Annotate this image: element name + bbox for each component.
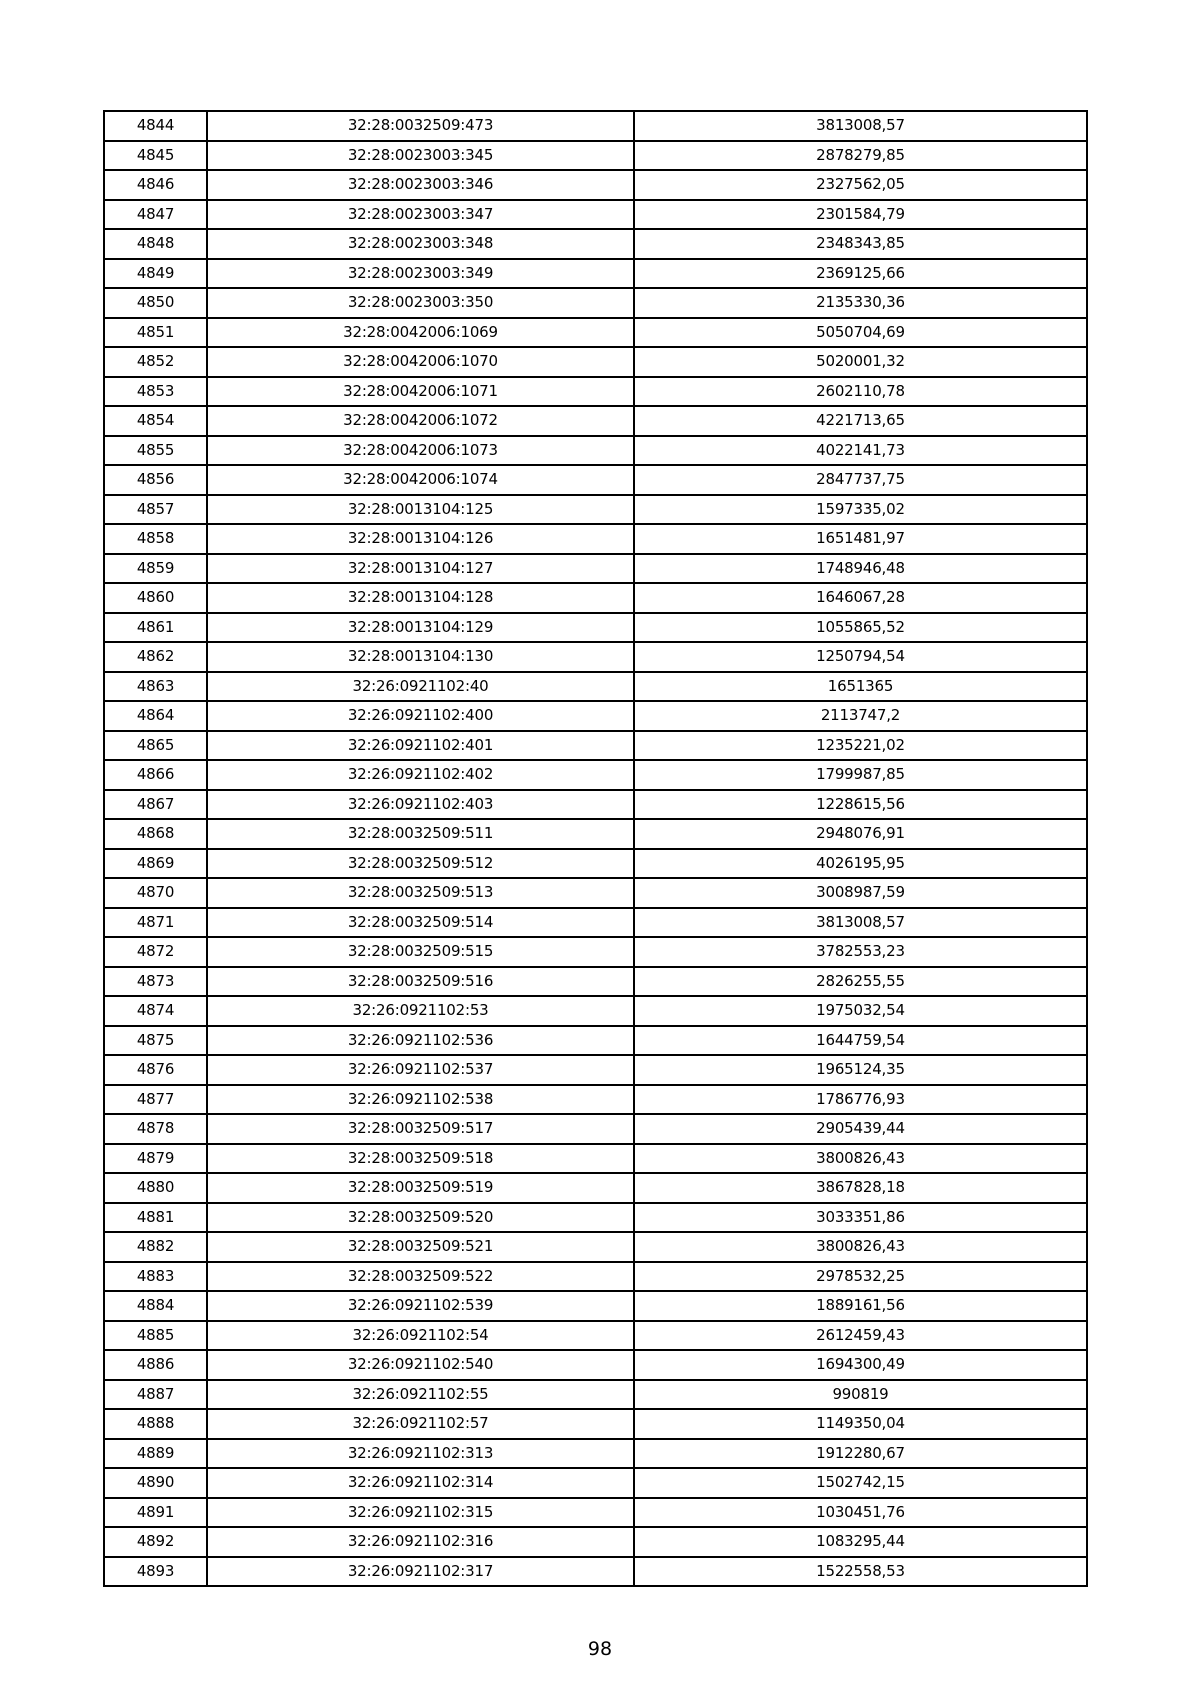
cadastral-value-cell: 2826255,55 — [634, 967, 1087, 997]
cadastral-value-cell: 1644759,54 — [634, 1026, 1087, 1056]
row-number-cell: 4846 — [104, 170, 207, 200]
table-row — [104, 170, 1087, 200]
table-row — [104, 1114, 1087, 1144]
table-row — [104, 937, 1087, 967]
cadastral-value-cell: 1502742,15 — [634, 1468, 1087, 1498]
table-row — [104, 377, 1087, 407]
cadastral-value-cell: 1748946,48 — [634, 554, 1087, 584]
table-row — [104, 288, 1087, 318]
cadastral-value-cell: 1235221,02 — [634, 731, 1087, 761]
row-number-cell: 4857 — [104, 495, 207, 525]
cadastral-value-cell: 2847737,75 — [634, 465, 1087, 495]
table-row — [104, 1498, 1087, 1528]
cadastral-number-cell: 32:28:0042006:1069 — [207, 318, 634, 348]
cadastral-number-cell: 32:26:0921102:54 — [207, 1321, 634, 1351]
cadastral-value-cell: 1083295,44 — [634, 1527, 1087, 1557]
row-number-cell: 4871 — [104, 908, 207, 938]
cadastral-number-cell: 32:28:0013104:130 — [207, 642, 634, 672]
cadastral-number-cell: 32:28:0042006:1071 — [207, 377, 634, 407]
cadastral-value-cell: 2612459,43 — [634, 1321, 1087, 1351]
cadastral-value-cell: 1522558,53 — [634, 1557, 1087, 1587]
page-number: 98 — [587, 1638, 613, 1660]
cadastral-number-cell: 32:26:0921102:538 — [207, 1085, 634, 1115]
cadastral-number-cell: 32:26:0921102:537 — [207, 1055, 634, 1085]
cadastral-value-cell: 2948076,91 — [634, 819, 1087, 849]
cadastral-number-cell: 32:28:0032509:520 — [207, 1203, 634, 1233]
cadastral-value-cell: 1694300,49 — [634, 1350, 1087, 1380]
cadastral-number-cell: 32:28:0032509:522 — [207, 1262, 634, 1292]
cadastral-value-cell: 3033351,86 — [634, 1203, 1087, 1233]
row-number-cell: 4872 — [104, 937, 207, 967]
cadastral-value-cell: 2327562,05 — [634, 170, 1087, 200]
row-number-cell: 4863 — [104, 672, 207, 702]
table-row — [104, 465, 1087, 495]
cadastral-number-cell: 32:28:0023003:347 — [207, 200, 634, 230]
table-row — [104, 495, 1087, 525]
table-row — [104, 1439, 1087, 1469]
table-row — [104, 1262, 1087, 1292]
row-number-cell: 4885 — [104, 1321, 207, 1351]
row-number-cell: 4881 — [104, 1203, 207, 1233]
table-row — [104, 1557, 1087, 1587]
table-row — [104, 259, 1087, 289]
row-number-cell: 4844 — [104, 111, 207, 141]
cadastral-number-cell: 32:28:0032509:517 — [207, 1114, 634, 1144]
cadastral-number-cell: 32:28:0032509:516 — [207, 967, 634, 997]
cadastral-value-cell: 4221713,65 — [634, 406, 1087, 436]
row-number-cell: 4883 — [104, 1262, 207, 1292]
table-row — [104, 1232, 1087, 1262]
row-number-cell: 4853 — [104, 377, 207, 407]
cadastral-value-cell: 1149350,04 — [634, 1409, 1087, 1439]
cadastral-value-cell: 990819 — [634, 1380, 1087, 1410]
row-number-cell: 4859 — [104, 554, 207, 584]
row-number-cell: 4850 — [104, 288, 207, 318]
row-number-cell: 4851 — [104, 318, 207, 348]
row-number-cell: 4856 — [104, 465, 207, 495]
cadastral-number-cell: 32:26:0921102:316 — [207, 1527, 634, 1557]
cadastral-value-cell: 4022141,73 — [634, 436, 1087, 466]
cadastral-number-cell: 32:28:0032509:515 — [207, 937, 634, 967]
table-row — [104, 1203, 1087, 1233]
cadastral-value-cell: 3813008,57 — [634, 111, 1087, 141]
row-number-cell: 4870 — [104, 878, 207, 908]
cadastral-number-cell: 32:26:0921102:57 — [207, 1409, 634, 1439]
cadastral-value-cell: 3800826,43 — [634, 1232, 1087, 1262]
row-number-cell: 4867 — [104, 790, 207, 820]
row-number-cell: 4854 — [104, 406, 207, 436]
row-number-cell: 4888 — [104, 1409, 207, 1439]
table-row — [104, 1291, 1087, 1321]
row-number-cell: 4847 — [104, 200, 207, 230]
table-row — [104, 1055, 1087, 1085]
table-row — [104, 731, 1087, 761]
table-row — [104, 878, 1087, 908]
cadastral-value-cell: 1799987,85 — [634, 760, 1087, 790]
cadastral-number-cell: 32:28:0013104:129 — [207, 613, 634, 643]
row-number-cell: 4890 — [104, 1468, 207, 1498]
cadastral-value-cell: 1597335,02 — [634, 495, 1087, 525]
cadastral-value-cell: 5020001,32 — [634, 347, 1087, 377]
cadastral-number-cell: 32:26:0921102:314 — [207, 1468, 634, 1498]
cadastral-value-cell: 1786776,93 — [634, 1085, 1087, 1115]
table-row — [104, 347, 1087, 377]
cadastral-number-cell: 32:28:0023003:350 — [207, 288, 634, 318]
cadastral-number-cell: 32:26:0921102:536 — [207, 1026, 634, 1056]
cadastral-value-cell: 1975032,54 — [634, 996, 1087, 1026]
cadastral-value-cell: 3867828,18 — [634, 1173, 1087, 1203]
table-row — [104, 849, 1087, 879]
cadastral-value-cell: 3008987,59 — [634, 878, 1087, 908]
table-row — [104, 1409, 1087, 1439]
cadastral-number-cell: 32:28:0032509:519 — [207, 1173, 634, 1203]
cadastral-number-cell: 32:28:0032509:521 — [207, 1232, 634, 1262]
cadastral-value-cell: 2301584,79 — [634, 200, 1087, 230]
cadastral-number-cell: 32:26:0921102:317 — [207, 1557, 634, 1587]
table-row — [104, 967, 1087, 997]
row-number-cell: 4892 — [104, 1527, 207, 1557]
cadastral-value-cell: 2602110,78 — [634, 377, 1087, 407]
row-number-cell: 4852 — [104, 347, 207, 377]
cadastral-value-cell: 1965124,35 — [634, 1055, 1087, 1085]
table-row — [104, 1468, 1087, 1498]
cadastral-value-cell: 1030451,76 — [634, 1498, 1087, 1528]
row-number-cell: 4875 — [104, 1026, 207, 1056]
cadastral-number-cell: 32:28:0042006:1072 — [207, 406, 634, 436]
row-number-cell: 4879 — [104, 1144, 207, 1174]
table-row — [104, 1321, 1087, 1351]
cadastral-number-cell: 32:26:0921102:400 — [207, 701, 634, 731]
cadastral-value-cell: 2135330,36 — [634, 288, 1087, 318]
cadastral-number-cell: 32:28:0013104:125 — [207, 495, 634, 525]
row-number-cell: 4855 — [104, 436, 207, 466]
row-number-cell: 4887 — [104, 1380, 207, 1410]
row-number-cell: 4889 — [104, 1439, 207, 1469]
cadastral-number-cell: 32:26:0921102:55 — [207, 1380, 634, 1410]
table-row — [104, 141, 1087, 171]
table-row — [104, 583, 1087, 613]
cadastral-value-cell: 2113747,2 — [634, 701, 1087, 731]
cadastral-number-cell: 32:26:0921102:401 — [207, 731, 634, 761]
row-number-cell: 4860 — [104, 583, 207, 613]
cadastral-number-cell: 32:28:0032509:473 — [207, 111, 634, 141]
cadastral-number-cell: 32:28:0032509:514 — [207, 908, 634, 938]
cadastral-number-cell: 32:28:0013104:128 — [207, 583, 634, 613]
table-row — [104, 1173, 1087, 1203]
table-row — [104, 524, 1087, 554]
cadastral-value-cell: 2369125,66 — [634, 259, 1087, 289]
row-number-cell: 4878 — [104, 1114, 207, 1144]
cadastral-number-cell: 32:28:0032509:513 — [207, 878, 634, 908]
row-number-cell: 4864 — [104, 701, 207, 731]
row-number-cell: 4876 — [104, 1055, 207, 1085]
table-row — [104, 1380, 1087, 1410]
cadastral-value-cell: 2878279,85 — [634, 141, 1087, 171]
table-row — [104, 406, 1087, 436]
cadastral-value-cell: 1651365 — [634, 672, 1087, 702]
row-number-cell: 4861 — [104, 613, 207, 643]
cadastral-value-cell: 3800826,43 — [634, 1144, 1087, 1174]
table-row — [104, 613, 1087, 643]
cadastral-value-cell: 2905439,44 — [634, 1114, 1087, 1144]
table-row — [104, 790, 1087, 820]
cadastral-value-cell: 1889161,56 — [634, 1291, 1087, 1321]
cadastral-value-table — [103, 110, 1088, 1587]
row-number-cell: 4880 — [104, 1173, 207, 1203]
cadastral-number-cell: 32:28:0032509:511 — [207, 819, 634, 849]
cadastral-number-cell: 32:26:0921102:403 — [207, 790, 634, 820]
cadastral-number-cell: 32:28:0013104:126 — [207, 524, 634, 554]
row-number-cell: 4865 — [104, 731, 207, 761]
row-number-cell: 4877 — [104, 1085, 207, 1115]
cadastral-value-cell: 1646067,28 — [634, 583, 1087, 613]
row-number-cell: 4882 — [104, 1232, 207, 1262]
cadastral-number-cell: 32:28:0032509:512 — [207, 849, 634, 879]
cadastral-value-cell: 5050704,69 — [634, 318, 1087, 348]
cadastral-number-cell: 32:28:0042006:1073 — [207, 436, 634, 466]
table-row — [104, 908, 1087, 938]
cadastral-number-cell: 32:28:0013104:127 — [207, 554, 634, 584]
cadastral-number-cell: 32:28:0042006:1074 — [207, 465, 634, 495]
row-number-cell: 4893 — [104, 1557, 207, 1587]
cadastral-number-cell: 32:28:0023003:345 — [207, 141, 634, 171]
table-row — [104, 200, 1087, 230]
row-number-cell: 4884 — [104, 1291, 207, 1321]
cadastral-number-cell: 32:26:0921102:315 — [207, 1498, 634, 1528]
table-row — [104, 1026, 1087, 1056]
cadastral-value-cell: 3813008,57 — [634, 908, 1087, 938]
row-number-cell: 4848 — [104, 229, 207, 259]
cadastral-value-cell: 4026195,95 — [634, 849, 1087, 879]
row-number-cell: 4858 — [104, 524, 207, 554]
table-row — [104, 318, 1087, 348]
row-number-cell: 4849 — [104, 259, 207, 289]
cadastral-value-cell: 1055865,52 — [634, 613, 1087, 643]
cadastral-number-cell: 32:26:0921102:53 — [207, 996, 634, 1026]
cadastral-value-cell: 1651481,97 — [634, 524, 1087, 554]
cadastral-number-cell: 32:28:0032509:518 — [207, 1144, 634, 1174]
cadastral-number-cell: 32:28:0023003:346 — [207, 170, 634, 200]
row-number-cell: 4873 — [104, 967, 207, 997]
row-number-cell: 4869 — [104, 849, 207, 879]
cadastral-number-cell: 32:26:0921102:540 — [207, 1350, 634, 1380]
row-number-cell: 4891 — [104, 1498, 207, 1528]
table-row — [104, 672, 1087, 702]
table-row — [104, 819, 1087, 849]
table-row — [104, 229, 1087, 259]
cadastral-value-cell: 2978532,25 — [634, 1262, 1087, 1292]
cadastral-value-cell: 1250794,54 — [634, 642, 1087, 672]
cadastral-number-cell: 32:28:0023003:348 — [207, 229, 634, 259]
row-number-cell: 4886 — [104, 1350, 207, 1380]
row-number-cell: 4862 — [104, 642, 207, 672]
row-number-cell: 4868 — [104, 819, 207, 849]
table-row — [104, 1085, 1087, 1115]
cadastral-value-cell: 3782553,23 — [634, 937, 1087, 967]
cadastral-number-cell: 32:28:0042006:1070 — [207, 347, 634, 377]
table-row — [104, 701, 1087, 731]
table-row — [104, 1527, 1087, 1557]
row-number-cell: 4845 — [104, 141, 207, 171]
cadastral-number-cell: 32:26:0921102:539 — [207, 1291, 634, 1321]
table-row — [104, 554, 1087, 584]
table-row — [104, 111, 1087, 141]
table-row — [104, 1350, 1087, 1380]
cadastral-number-cell: 32:26:0921102:402 — [207, 760, 634, 790]
cadastral-number-cell: 32:28:0023003:349 — [207, 259, 634, 289]
table-row — [104, 642, 1087, 672]
cadastral-number-cell: 32:26:0921102:313 — [207, 1439, 634, 1469]
cadastral-value-cell: 2348343,85 — [634, 229, 1087, 259]
cadastral-value-cell: 1228615,56 — [634, 790, 1087, 820]
row-number-cell: 4866 — [104, 760, 207, 790]
cadastral-number-cell: 32:26:0921102:40 — [207, 672, 634, 702]
table-row — [104, 436, 1087, 466]
table-body — [104, 111, 1087, 1586]
cadastral-value-cell: 1912280,67 — [634, 1439, 1087, 1469]
table-row — [104, 1144, 1087, 1174]
table-row — [104, 760, 1087, 790]
table-row — [104, 996, 1087, 1026]
row-number-cell: 4874 — [104, 996, 207, 1026]
